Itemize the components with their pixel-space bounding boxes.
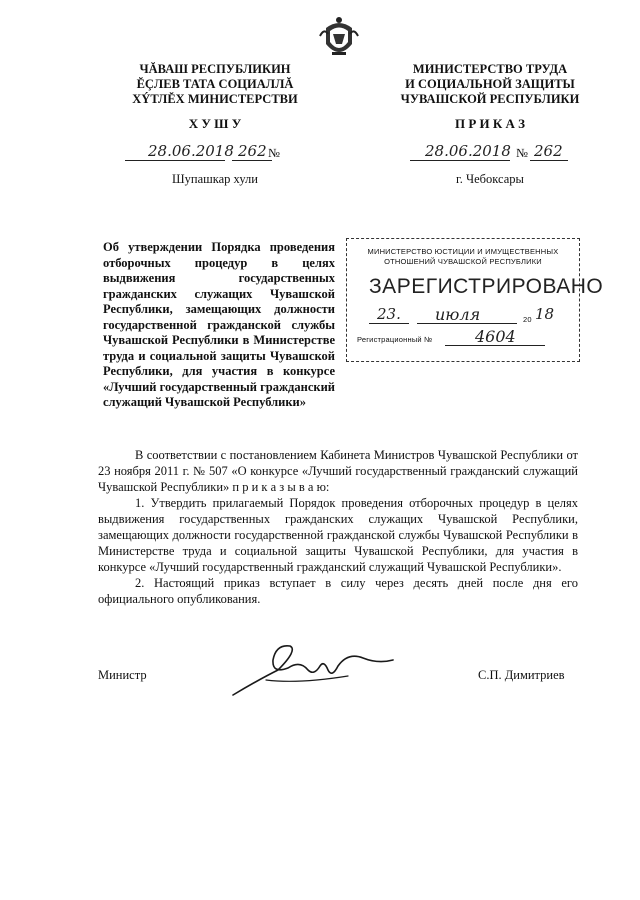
coat-of-arms-emblem xyxy=(318,14,360,60)
stamp-day-line xyxy=(369,323,409,324)
signer-name: С.П. Димитриев xyxy=(478,668,565,682)
stamp-ministry-line1: МИНИСТЕРСТВО ЮСТИЦИИ И ИМУЩЕСТВЕННЫХ xyxy=(367,247,559,256)
header-right-org-name xyxy=(380,62,600,107)
stamp-reg-label: Регистрационный № xyxy=(357,335,433,344)
header-right-number-line xyxy=(530,160,568,161)
preamble xyxy=(98,447,578,495)
order-item-2: 2. Настоящий приказ вступает в силу через десять дней после дня его официального опубликования. xyxy=(98,576,578,606)
handwritten-signature xyxy=(228,640,398,700)
stamp-month-line xyxy=(417,323,517,324)
stamp-year: 18 xyxy=(535,305,555,323)
header-left-line2: ĔÇЛЕВ ТАТА СОЦИАЛЛĂ xyxy=(136,77,294,91)
registration-stamp xyxy=(346,238,604,362)
header-left-number-line xyxy=(232,160,272,161)
header-left-date-line xyxy=(125,160,225,161)
header-right-number-sign: № xyxy=(516,146,528,160)
stamp-ministry-line2: ОТНОШЕНИЙ ЧУВАШСКОЙ РЕСПУБЛИКИ xyxy=(384,257,542,266)
stamp-year-prefix: 20 xyxy=(523,315,532,324)
order-item-1: 1. Утвердить прилагаемый Порядок проведения отборочных процедур в целях выдвижения государственных гражданских служащих Чувашской Республики, замещающих должности государственной гражданской службы Чувашской Республики в Министерстве труда и социальной защиты Чувашской Республики, для участия в конкурсе «Лучший государственный гражданский служащий Чувашской Республики». xyxy=(98,496,578,574)
preamble-text: В соответствии с постановлением Кабинета Министров Чувашской Республики от 23 ноября 2011 г. № 507 «О конкурсе «Лучший государственный гражданский служащий Чувашской Республики» xyxy=(98,448,578,494)
order-title xyxy=(103,240,335,411)
header-right-doc-type: П Р И К А З xyxy=(454,116,526,131)
header-right-line1: МИНИСТЕРСТВО ТРУДА xyxy=(412,62,568,76)
header-left-number: 262 xyxy=(238,142,267,160)
header-right-line3: ЧУВАШСКОЙ РЕСПУБЛИКИ xyxy=(400,92,580,106)
stamp-day: 23. xyxy=(377,305,401,323)
stamp-month: июля xyxy=(435,305,481,324)
order-title-text: Об утверждении Порядка проведения отборочных процедур в целях выдвижения государственных гражданских служащих Чувашской Республики, замещающих должности государственной гражданской службы Чувашской Республики в Министерстве труда и социальной защиты Чувашской Республики, для участия в конкурсе «Лучший государственный гражданский служащий Чувашской Республики» xyxy=(103,240,335,409)
header-right-line2: И СОЦИАЛЬНОЙ ЗАЩИТЫ xyxy=(405,77,575,91)
order-body xyxy=(98,447,578,607)
header-left-number-sign: № xyxy=(268,146,280,160)
header-right-date-line xyxy=(410,160,510,161)
header-left-date: 28.06.2018 xyxy=(148,142,234,160)
header-right-number: 262 xyxy=(534,142,563,160)
header-left-line3: ХÝТЛĔХ МИНИСТЕРСТВИ xyxy=(132,92,298,106)
header-right-date: 28.06.2018 xyxy=(425,142,511,160)
stamp-reg-number: 4604 xyxy=(475,327,516,346)
order-word: п р и к а з ы в а ю: xyxy=(232,480,330,494)
header-left-doc-type: Х У Ш У xyxy=(188,116,242,131)
header-right-city: г. Чебоксары xyxy=(456,172,524,186)
stamp-registered: ЗАРЕГИСТРИРОВАНО xyxy=(369,275,604,298)
header-left-org-name xyxy=(105,62,325,107)
header-left-city: Шупашкар хули xyxy=(172,172,258,186)
header-left-line1: ЧĂВАШ РЕСПУБЛИКИН xyxy=(139,62,291,76)
signer-position: Министр xyxy=(98,668,147,682)
